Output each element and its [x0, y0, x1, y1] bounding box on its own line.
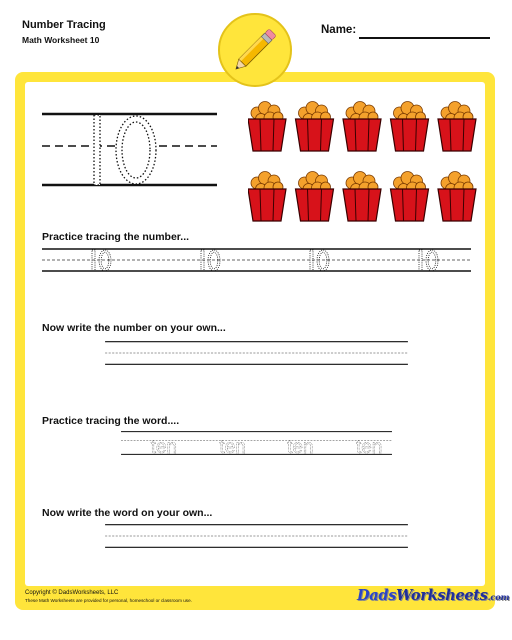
popcorn-counting-grid: [248, 101, 488, 223]
traced-number-1: [92, 250, 111, 271]
number-trace-box: [42, 97, 217, 192]
worksheet-subtitle: Math Worksheet 10: [22, 35, 100, 45]
popcorn-bucket-icon: [343, 102, 381, 152]
logo-dads: Dads: [357, 587, 397, 604]
copyright-text: Copyright © DadsWorksheets, LLC: [25, 590, 119, 596]
popcorn-bucket-icon: [296, 172, 334, 222]
worksheet-title: Number Tracing: [22, 19, 106, 31]
popcorn-bucket-icon: [391, 102, 429, 152]
usage-note: These Math Worksheets are provided for personal, homeschool or classroom use.: [25, 598, 192, 603]
popcorn-bucket-icon: [438, 172, 476, 222]
name-line: [359, 37, 490, 39]
footer: [25, 590, 192, 603]
traced-number-2: [201, 250, 220, 271]
traced-word-1: ten: [150, 437, 178, 455]
traced-word-4: ten: [355, 437, 383, 455]
popcorn-bucket-icon: [248, 102, 286, 152]
pencil-badge: [218, 13, 292, 87]
trace-number-row: [42, 248, 471, 272]
popcorn-bucket-icon: [438, 102, 476, 152]
popcorn-bucket-icon: [391, 172, 429, 222]
traced-digit-zero-inner: [122, 122, 150, 178]
logo-domain: .com: [487, 593, 510, 603]
traced-digit-one: [94, 115, 100, 185]
section-heading-write-number: Now write the number on your own...: [42, 322, 226, 334]
section-heading-write-word: Now write the word on your own...: [42, 507, 213, 519]
popcorn-bucket-icon: [248, 172, 286, 222]
traced-word-3: ten: [287, 437, 314, 455]
dadsworksheets-logo[interactable]: [357, 587, 510, 607]
section-heading-trace-word: Practice tracing the word....: [42, 415, 180, 427]
pencil-icon: [220, 15, 290, 85]
popcorn-bucket-icon: [343, 172, 381, 222]
trace-word-row: [42, 431, 471, 455]
logo-worksheets: Worksheets: [396, 587, 488, 604]
traced-number-4: [419, 250, 438, 271]
popcorn-bucket-icon: [296, 102, 334, 152]
section-heading-trace-number: Practice tracing the number...: [42, 231, 190, 243]
write-word-row[interactable]: [42, 524, 471, 548]
name-label: Name:: [321, 24, 357, 36]
write-number-row[interactable]: [42, 341, 471, 365]
traced-number-3: [310, 250, 329, 271]
traced-word-2: ten: [219, 437, 246, 455]
